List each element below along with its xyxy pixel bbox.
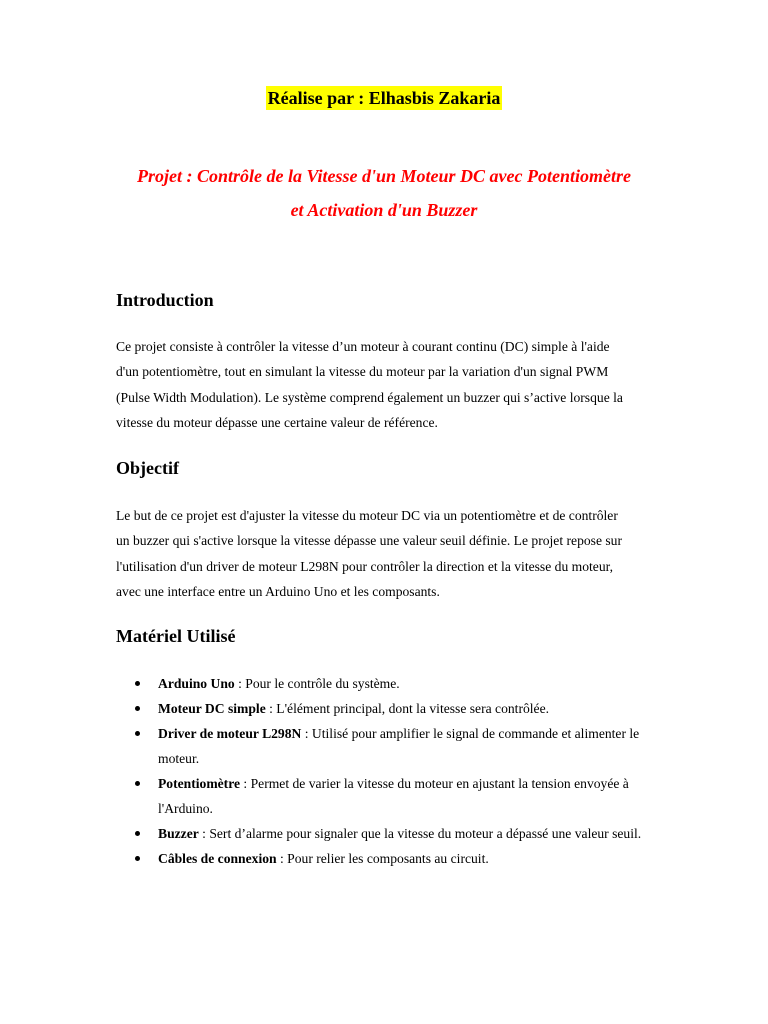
bullet-icon [135, 831, 140, 836]
list-item [116, 721, 656, 771]
list-item [116, 821, 656, 846]
introduction-line: Ce projet consiste à contrôler la vitesse d’un moteur à courant continu (DC) simple à l'aide [116, 339, 610, 354]
list-item-term: Câbles de connexion [158, 851, 277, 866]
project-title [100, 159, 668, 227]
bullet-icon [135, 781, 140, 786]
author-line [0, 86, 768, 110]
introduction-paragraph [116, 334, 652, 435]
objectif-line: un buzzer qui s'active lorsque la vitesse dépasse une valeur seuil définie. Le projet repose sur [116, 533, 622, 549]
project-title-line-2: et Activation d'un Buzzer [290, 200, 478, 220]
introduction-line: (Pulse Width Modulation). Le système comprend également un buzzer qui s’active lorsque la [116, 389, 623, 405]
introduction-line: d'un potentiomètre, tout en simulant la vitesse du moteur par la variation d'un signal PWM [116, 364, 609, 380]
list-item-term: Moteur DC simple [158, 701, 266, 716]
list-item-term: Driver de moteur L298N [158, 726, 302, 741]
list-item-desc: : L'élément principal, dont la vitesse sera contrôlée. [265, 701, 550, 716]
bullet-icon [135, 706, 140, 711]
objectif-heading: Objectif [116, 458, 179, 478]
bullet-icon [135, 681, 140, 686]
list-item [116, 771, 656, 821]
objectif-line: Le but de ce projet est d'ajuster la vitesse du moteur DC via un potentiomètre et de contrôler [116, 508, 618, 523]
objectif-line: avec une interface entre un Arduino Uno et les composants. [116, 583, 440, 599]
list-item-desc: : Pour relier les composants au circuit. [276, 851, 489, 866]
bullet-icon [135, 731, 140, 736]
list-item-desc: : Permet de varier la vitesse du moteur en ajustant la tension envoyée à l'Arduino. [158, 776, 629, 816]
materiel-list [116, 671, 656, 871]
list-item [116, 846, 656, 871]
author-highlight: Réalise par : Elhasbis Zakaria [267, 88, 501, 108]
list-item-desc: : Utilisé pour amplifier le signal de commande et alimenter le moteur. [158, 726, 640, 766]
objectif-paragraph [116, 503, 652, 604]
list-item [116, 671, 656, 696]
list-item-desc: : Sert d’alarme pour signaler que la vitesse du moteur a dépassé une valeur seuil. [198, 826, 642, 841]
introduction-line: vitesse du moteur dépasse une certaine valeur de référence. [116, 414, 438, 430]
list-item-term: Buzzer [158, 826, 199, 841]
bullet-icon [135, 856, 140, 861]
project-title-line-1: Projet : Contrôle de la Vitesse d'un Moteur DC avec Potentiomètre [137, 166, 631, 186]
list-item-term: Arduino Uno [158, 676, 235, 691]
objectif-line: l'utilisation d'un driver de moteur L298N pour contrôler la direction et la vitesse du moteur, [116, 558, 614, 574]
introduction-heading: Introduction [116, 290, 214, 310]
list-item [116, 696, 656, 721]
list-item-term: Potentiomètre [158, 776, 241, 791]
materiel-heading: Matériel Utilisé [116, 626, 236, 646]
list-item-desc: : Pour le contrôle du système. [234, 676, 400, 691]
